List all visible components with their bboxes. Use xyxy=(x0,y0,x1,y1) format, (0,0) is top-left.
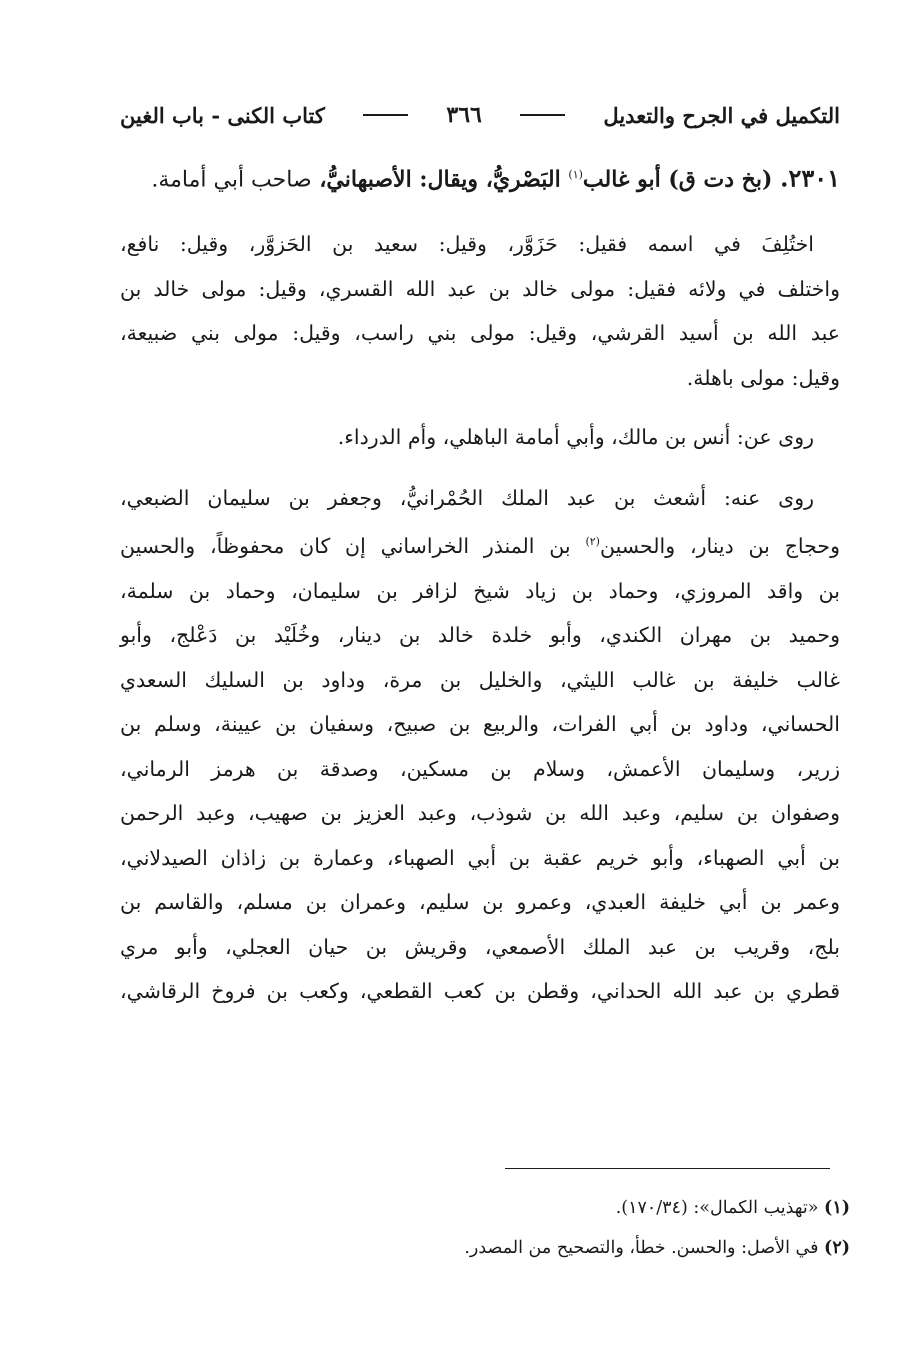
text-segment: بن المنذر الخراساني إن كان محفوظاً، والحسين xyxy=(120,534,571,559)
entry-heading xyxy=(120,153,840,202)
footnote-2 xyxy=(300,1228,850,1268)
text-line: غالب خليفة بن غالب الليثي، والخليل بن مرة، وداود بن السليك السعدي xyxy=(120,667,840,692)
book-title: التكميل في الجرح والتعديل xyxy=(603,102,840,128)
name-paragraph xyxy=(120,222,840,400)
footnote-ref-2: (٢) xyxy=(585,535,600,549)
text-line: وصفوان بن سليم، وعبد الله بن شوذب، وعبد العزيز بن صهيب، وعبد الرحمن xyxy=(120,801,840,826)
text-line: وحميد بن مهران الكندي، وأبو خلدة خالد بن دينار، وخُلَيْد بن دَعْلج، وأبو xyxy=(120,623,840,648)
text-line: بن واقد المروزي، وحماد بن زياد شيخ لزافر بن سليمان، وحماد بن سلمة، xyxy=(120,578,840,603)
footnotes xyxy=(300,1188,850,1268)
entry-sigla: (بخ دت ق) xyxy=(668,166,773,193)
entry-name: أبو غالب xyxy=(582,166,661,193)
text-line: روى عنه: أشعث بن عبد الملك الحُمْرانيُّ، وجعفر بن سليمان الضبعي، xyxy=(120,485,814,510)
footnote-mark: (٢) xyxy=(824,1238,850,1258)
footnote-text: «تهذيب الكمال»: (١٧٠/٣٤). xyxy=(615,1198,819,1218)
text-line: الحساني، وداود بن أبي الفرات، والربيع بن صبيح، وسفيان بن عيينة، وسلم بن xyxy=(120,712,840,737)
footnote-mark: (١) xyxy=(824,1198,850,1218)
text-line: واختلف في ولائه فقيل: مولى خالد بن عبد الله القسري، وقيل: مولى خالد بن xyxy=(120,276,840,301)
entry-companion: صاحب أبي أمامة. xyxy=(151,167,312,193)
header-dash-left xyxy=(363,114,408,116)
text-line xyxy=(120,520,840,568)
text-line: بن أبي الصهباء، وأبو خريم عقبة بن أبي الصهباء، وعمارة بن زاذان الصيدلاني، xyxy=(120,845,840,870)
teachers-paragraph xyxy=(120,415,840,460)
students-paragraph xyxy=(120,476,840,1014)
text-line: روى عن: أنس بن مالك، وأبي أمامة الباهلي، وأم الدرداء. xyxy=(337,425,814,450)
text-line: قطري بن عبد الله الحداني، وقطن بن كعب القطعي، وكعب بن فروخ الرقاشي، xyxy=(120,979,840,1004)
text-line: عبد الله بن أسيد القرشي، وقيل: مولى بني راسب، وقيل: مولى بني ضبيعة، xyxy=(120,321,840,346)
text-line: زرير، وسليمان الأعمش، وسلام بن مسكين، وصدقة بن هرمز الرماني، xyxy=(120,756,840,781)
header-dash-right xyxy=(520,114,565,116)
footnote-ref-1: (١) xyxy=(568,168,583,181)
footnote-1 xyxy=(300,1188,850,1228)
chapter-title: كتاب الكنى - باب الغين xyxy=(120,102,325,128)
footnote-text: في الأصل: والحسن. خطأ، والتصحيح من المصدر. xyxy=(464,1238,819,1258)
book-page xyxy=(120,95,840,1014)
footnote-separator xyxy=(505,1168,830,1169)
text-line: بلج، وقريب بن عبد الملك الأصمعي، وقريش بن حيان العجلي، وأبو مري xyxy=(120,934,840,959)
text-line: وقيل: مولى باهلة. xyxy=(686,365,840,390)
text-segment: وحجاج بن دينار، والحسين xyxy=(599,534,840,559)
entry-number: ٢٣٠١. xyxy=(780,163,840,193)
page-number: ٣٦٦ xyxy=(446,102,482,128)
text-line: وعمر بن أبي خليفة العبدي، وعمرو بن سليم، وعمران بن مسلم، والقاسم بن xyxy=(120,890,840,915)
text-line: اختُلِفَ في اسمه فقيل: حَزَوَّر، وقيل: سعيد بن الحَزوَّر، وقيل: نافع، xyxy=(120,232,814,257)
running-head xyxy=(120,95,840,135)
entry-nisba: البَصْريُّ، ويقال: الأصبهانيُّ، xyxy=(319,166,561,193)
